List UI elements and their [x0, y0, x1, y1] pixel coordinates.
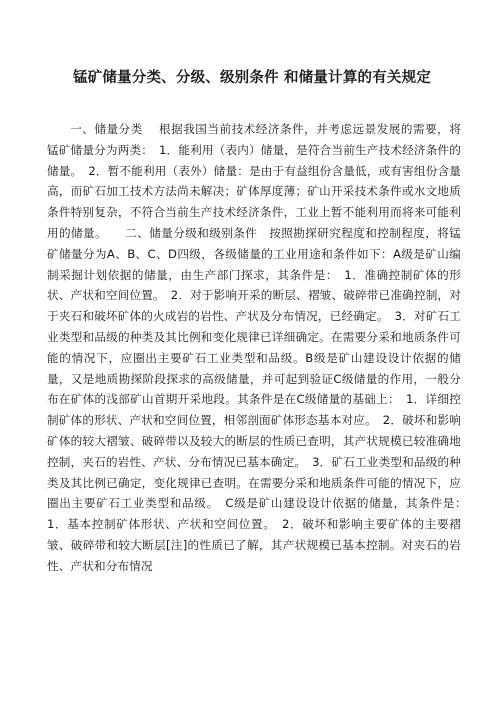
document-title: 锰矿储量分类、分级、级别条件 和储量计算的有关规定 [72, 70, 432, 86]
body-paragraph: 一、储量分类 根据我国当前技术经济条件，并考虑远景发展的需要，将锰矿储量分为两类： 1．能利用（表内）储量，是符合当前生产技术经济条件的储量。 2．暂不能利用（表外）储量：是由于有益组份含量低，或有害组份含量高，而矿石加工技术方法尚未解决；矿体厚度薄；矿山开采技术条件或水文地质条件特别复杂，不符合当前生产技术经济条件，工业上暂不能利用而将来可能利用的储量。 二、储量分级和级别条件 按照勘探研究程度和控制程度，将锰矿储量分为A、B、C、D四级，各级储量的工业用途和条件如下：A级是矿山编制采掘计划依据的储量，由生产部门探求，其条件是： 1．准确控制矿体的形状、产状和空间位置。 2．对于影响开采的断层、褶皱、破碎带已准确控制，对于夹石和破坏矿体的火成岩的岩性、产状及分布情况，已经确定。 3．对矿石工业类型和品级的种类及其比例和变化规律已详细确定。在需要分采和地质条件可能的情况下，应圈出主要矿石工业类型和品级。B级是矿山建设设计依据的储量，又是地质勘探阶段探求的高级储量，并可起到验证C级储量的作用，一般分布在矿体的浅部矿山首期开采地段。其条件是在C级储量的基础上： 1．详细控制矿体的形状、产状和空间位置，相邻剖面矿体形态基本对应。 2．破坏和影响矿体的较大褶皱、破碎带以及较大的断层的性质已查明，其产状规模已较准确地控制，夹石的岩性、产状、分布情况已基本确定。 3．矿石工业类型和品级的种类及其比例已确定，变化规律已查明。在需要分采和地质条件可能的情况下，应圈出主要矿石工业类型和品级。 C级是矿山建设设计依据的储量，其条件是： 1．基本控制矿体形状、产状和空间位置。 2．破坏和影响主要矿体的主要褶皱、破碎带和较大断层[注]的性质已了解，其产状规模已基本控制。对夹石的岩性、产状和分布情况 [47, 122, 473, 573]
